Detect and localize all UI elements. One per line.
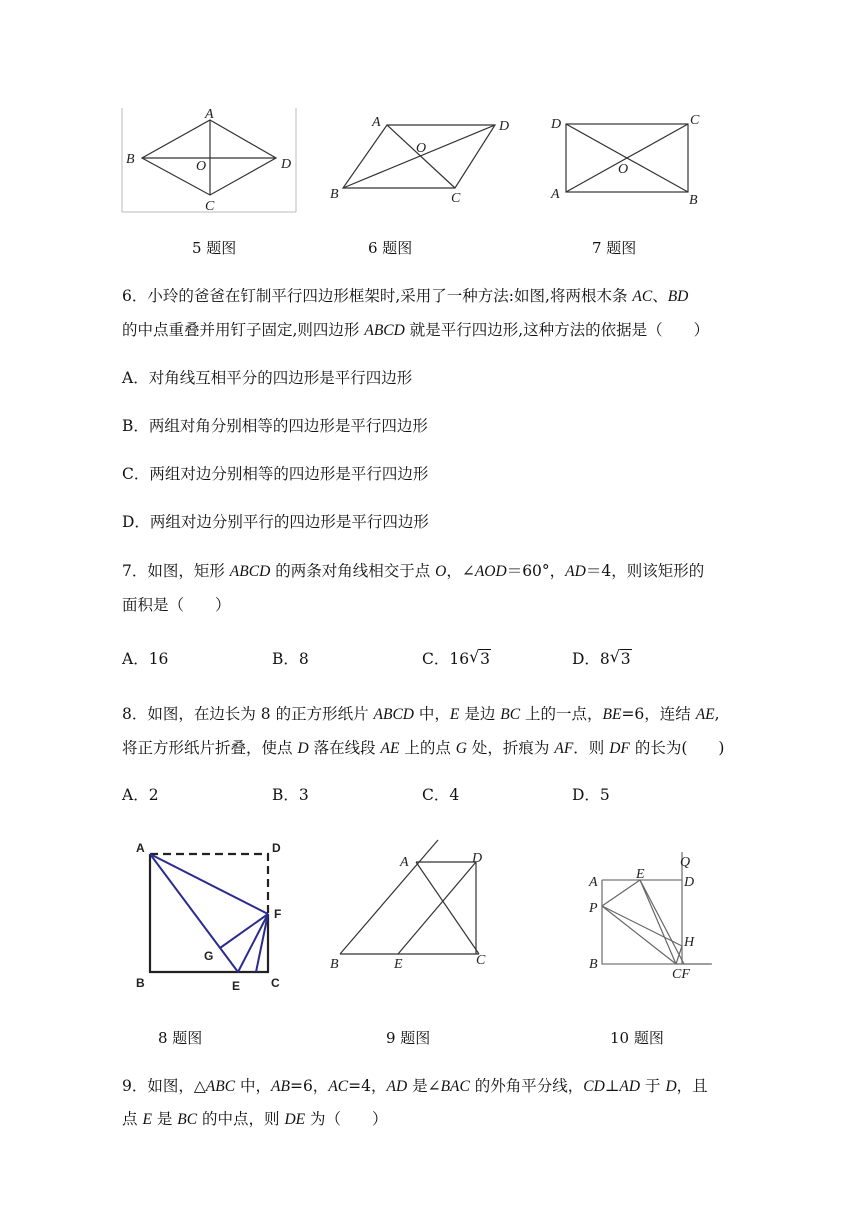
q6-var-abcd: ABCD — [364, 322, 405, 339]
q9-var-ab: AB — [271, 1078, 290, 1095]
q9-var-abc: ABC — [205, 1078, 236, 1095]
q7-option-c-radicand: 3 — [480, 650, 490, 668]
q8-line1-text-c: 是边 — [459, 705, 501, 723]
fig9-label-d: D — [472, 851, 483, 866]
fig6-label-a: A — [372, 115, 381, 130]
q6-line1-text-b: 、 — [652, 287, 668, 305]
fig10-label-e: E — [636, 867, 645, 882]
q8-line2-text-c: 上的点 — [399, 739, 456, 757]
fig8-label-a: A — [136, 841, 145, 855]
q7-option-d[interactable] — [572, 649, 632, 669]
fig10-label-q: Q — [680, 855, 691, 870]
fig6-parallelogram — [343, 125, 495, 188]
q9-var-e: E — [142, 1111, 152, 1128]
fig6-label-o: O — [416, 141, 427, 156]
q7-option-a[interactable]: A．16 — [122, 650, 169, 668]
q6-var-ac: AC — [632, 288, 653, 305]
q7-var-o: O — [435, 563, 447, 580]
q8-var-d: D — [297, 740, 309, 757]
q8-option-b[interactable]: B．3 — [272, 786, 309, 804]
fig5-rhombus — [142, 120, 276, 195]
fig10-label-d: D — [684, 875, 695, 890]
fig6-label-b: B — [330, 187, 339, 202]
q8-line2-text-a: 将正方形纸片折叠，使点 — [122, 739, 298, 757]
fig9-label-a: A — [400, 855, 409, 870]
fig5-label-b: B — [126, 152, 135, 167]
q6-option-b[interactable]: B．两组对角分别相等的四边形是平行四边形 — [122, 417, 428, 435]
q8-var-be: BE — [602, 706, 622, 723]
fig10-label-a: A — [589, 875, 598, 890]
q9-line1-text-e: 是∠ — [407, 1077, 441, 1095]
q6-option-d[interactable]: D．两组对边分别平行的四边形是平行四边形 — [122, 513, 429, 531]
q9-line2 — [122, 1109, 388, 1130]
fig7-label-o: O — [618, 162, 629, 177]
q9-var-ac: AC — [328, 1078, 349, 1095]
q6-option-c[interactable]: C．两组对边分别相等的四边形是平行四边形 — [122, 465, 429, 483]
q7-line1 — [122, 561, 704, 582]
figure-10 — [584, 842, 724, 984]
fig8-label-g: G — [204, 949, 214, 963]
figure-5 — [118, 100, 308, 218]
q7-line1-text-c: ，∠ — [446, 562, 475, 580]
q6-var-bd: BD — [667, 288, 689, 305]
q7-option-c[interactable] — [422, 649, 491, 669]
q9-line1-text-b: 中， — [235, 1077, 272, 1095]
q8-line2-text-e: ．则 — [573, 739, 610, 757]
q6-line1-text-a: 6．小玲的爸爸在钉制平行四边形框架时,采用了一种方法:如图,将两根木条 — [122, 287, 633, 305]
q8-line1-text-f: , — [714, 705, 720, 723]
q8-line2-text-b: 落在线段 — [308, 739, 381, 757]
q9-line1 — [122, 1076, 708, 1097]
q9-var-d: D — [665, 1078, 677, 1095]
fig10-fold-lines — [602, 880, 684, 964]
fig5-frame — [122, 108, 296, 212]
caption-fig5: 5 题图 — [192, 239, 237, 257]
figure-6 — [325, 110, 525, 210]
sqrt-symbol — [470, 649, 491, 669]
q7-line1-text-a: 7．如图，矩形 — [122, 562, 230, 580]
fig10-label-b: B — [589, 957, 598, 972]
q9-line1-text-c: =6， — [289, 1077, 329, 1095]
figure-9 — [324, 836, 504, 976]
q6-line2-text-b: 就是平行四边形,这种方法的依据是（ ） — [404, 321, 710, 339]
q9-line1-text-a: 9．如图，△ — [122, 1077, 206, 1095]
fig8-label-d: D — [272, 841, 281, 855]
q9-line1-text-f: 的外角平分线， — [469, 1077, 584, 1095]
q7-line1-text-e: ＝4，则该矩形的 — [585, 562, 705, 580]
q7-var-abcd: ABCD — [229, 563, 271, 580]
figure-7 — [546, 110, 716, 210]
q7-var-ad: AD — [565, 563, 586, 580]
fig10-label-p: P — [589, 901, 598, 916]
q8-var-af: AF — [554, 740, 574, 757]
q8-var-abcd: ABCD — [373, 706, 414, 723]
q7-option-c-prefix: C．16 — [422, 650, 470, 668]
q9-line1-text-g: ⊥ — [604, 1077, 620, 1095]
q9-var-bac: BAC — [440, 1078, 470, 1095]
q8-line1-text-d: 上的一点， — [520, 705, 603, 723]
fig7-label-a: A — [551, 187, 560, 202]
q7-option-d-prefix: D．8 — [572, 650, 610, 668]
fig5-label-o: O — [196, 159, 207, 174]
q8-line1-text-b: 中， — [413, 705, 450, 723]
sqrt-symbol — [611, 649, 632, 669]
q7-option-b[interactable]: B．8 — [272, 650, 309, 668]
q9-line2-text-c: 的中点，则 — [197, 1110, 285, 1128]
q8-var-df: DF — [609, 740, 630, 757]
fig5-label-d: D — [281, 157, 292, 172]
q9-line1-text-d: =4， — [348, 1077, 387, 1095]
q6-option-a[interactable]: A．对角线互相平分的四边形是平行四边形 — [122, 369, 413, 387]
q8-var-g: G — [455, 740, 467, 757]
fig10-square — [602, 852, 712, 964]
fig10-label-h: H — [684, 935, 695, 950]
caption-fig9: 9 题图 — [386, 1029, 431, 1047]
q7-line2: 面积是（ ） — [122, 596, 231, 614]
fig8-label-e: E — [232, 979, 241, 993]
caption-fig8: 8 题图 — [158, 1029, 203, 1047]
q8-line2 — [122, 738, 724, 759]
fig7-label-d: D — [551, 117, 562, 132]
q8-option-a[interactable]: A．2 — [122, 786, 159, 804]
q9-var-de: DE — [284, 1111, 306, 1128]
q6-line1 — [122, 286, 688, 307]
q9-var-ad: AD — [386, 1078, 408, 1095]
figure-8 — [130, 836, 300, 996]
q7-option-d-radicand: 3 — [620, 650, 631, 668]
fig5-label-a: A — [205, 107, 214, 122]
q8-line2-text-f: 的长为( ) — [629, 739, 725, 757]
q8-line1 — [122, 704, 720, 725]
q7-line1-text-b: 的两条对角线相交于点 — [270, 562, 436, 580]
q8-var-bc: BC — [500, 706, 521, 723]
q9-var-cd: CD — [583, 1078, 605, 1095]
fig9-label-e: E — [394, 957, 403, 972]
q8-option-d[interactable]: D．5 — [572, 786, 610, 804]
q9-line1-text-h: 于 — [640, 1077, 666, 1095]
q8-line1-text-e: =6，连结 — [621, 705, 696, 723]
fig5-label-c: C — [205, 199, 215, 214]
q8-var-ae: AE — [695, 706, 715, 723]
fig9-lines — [340, 840, 479, 954]
q6-line2-text-a: 的中点重叠并用钉子固定,则四边形 — [122, 321, 365, 339]
fig9-label-b: B — [330, 957, 339, 972]
caption-fig6: 6 题图 — [368, 239, 413, 257]
fig7-label-c: C — [690, 113, 700, 128]
fig7-label-b: B — [689, 193, 698, 208]
q6-line2 — [122, 320, 709, 341]
q9-line2-text-d: 为（ ） — [305, 1110, 388, 1128]
fig7-rectangle — [566, 124, 688, 192]
q8-var-ae2: AE — [380, 740, 400, 757]
fig10-label-cf: CF — [672, 967, 690, 982]
q7-line1-text-d: ＝60°， — [506, 562, 566, 580]
q9-line1-text-i: ，且 — [676, 1077, 708, 1095]
fig8-label-f: F — [274, 907, 282, 921]
fig8-label-c: C — [271, 976, 280, 990]
fig9-label-c: C — [476, 953, 486, 968]
q8-line2-text-d: 处，折痕为 — [467, 739, 555, 757]
q9-var-ad2: AD — [619, 1078, 641, 1095]
q9-line2-text-b: 是 — [151, 1110, 178, 1128]
q9-line2-text-a: 点 — [122, 1110, 143, 1128]
q9-var-bc: BC — [177, 1111, 198, 1128]
fig6-label-d: D — [499, 119, 510, 134]
q8-line1-text-a: 8．如图，在边长为 8 的正方形纸片 — [122, 705, 374, 723]
caption-fig10: 10 题图 — [610, 1029, 664, 1047]
fig8-label-b: B — [136, 976, 145, 990]
q7-var-aod: AOD — [474, 563, 507, 580]
fig6-label-c: C — [451, 191, 461, 206]
q8-var-e: E — [449, 706, 460, 723]
caption-fig7: 7 题图 — [592, 239, 637, 257]
q8-option-c[interactable]: C．4 — [422, 786, 460, 804]
